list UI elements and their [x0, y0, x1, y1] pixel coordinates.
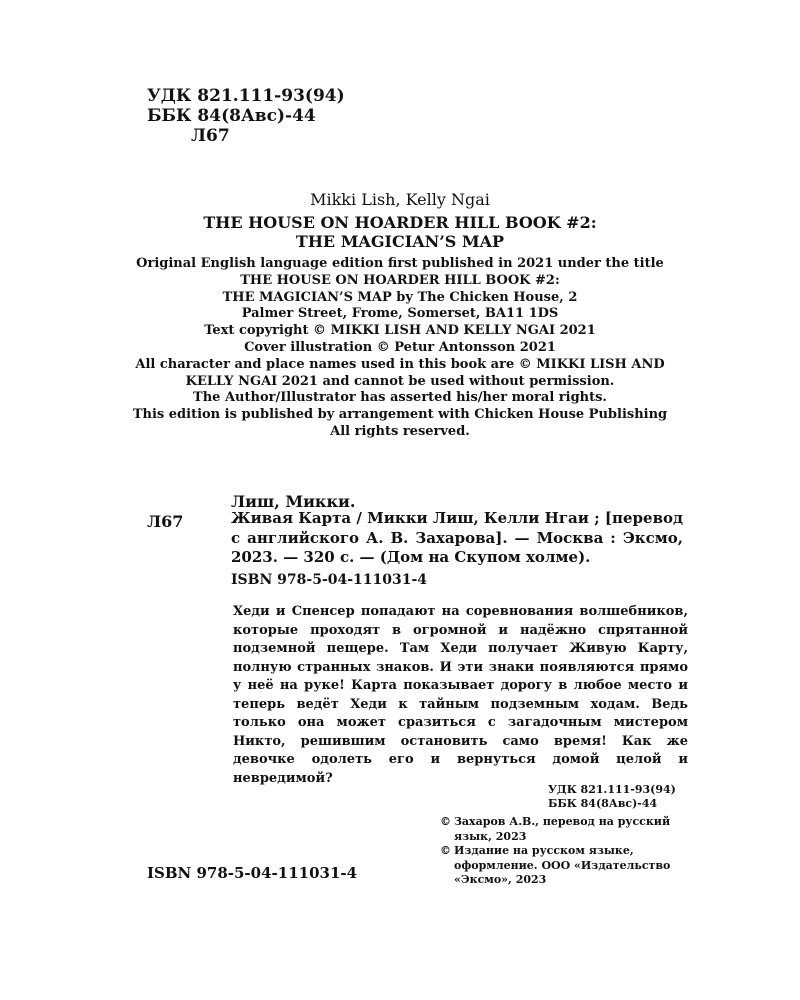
original-title-line: THE MAGICIAN’S MAP — [295, 232, 505, 251]
copyright-symbol: © — [440, 844, 451, 857]
info-line: Cover illustration © Petur Antonsson 2021 — [244, 339, 556, 355]
catalog-entry: Живая Карта / Микки Лиш, Келли Нгаи ; [перевод с английского А. В. Захарова]. — Москва : Эксмо, 2023. — 320 с. — (Дом на Скупом холме). — [231, 509, 683, 566]
copyright-item — [440, 844, 700, 888]
info-line: Palmer Street, Frome, Somerset, BA11 1DS — [241, 306, 559, 322]
copyright-item — [440, 815, 700, 844]
copyright-text: Издание на русском языке, оформление. ООО «Издательство «Эксмо», 2023 — [454, 844, 671, 886]
udk-code: УДК 821.111-93(94) — [548, 783, 676, 796]
catalog-code: Л67 — [147, 512, 184, 531]
catalog-isbn: ISBN 978-5-04-111031-4 — [231, 572, 428, 588]
copyright-symbol: © — [440, 815, 451, 828]
info-line: THE HOUSE ON HOARDER HILL BOOK #2: — [240, 272, 560, 288]
original-title — [100, 213, 700, 251]
info-line: This edition is published by arrangement with Chicken House Publishing — [132, 407, 668, 423]
top-classification-codes — [147, 86, 345, 146]
right-classification-codes — [548, 783, 676, 811]
info-line: All character and place names used in this book are © MIKKI LISH AND — [135, 356, 665, 372]
original-edition-info — [95, 256, 705, 441]
bbk-code: ББК 84(8Авс)-44 — [147, 106, 316, 126]
info-line: The Author/Illustrator has asserted his/her moral rights. — [193, 390, 607, 406]
info-line: KELLY NGAI 2021 and cannot be used without permission. — [185, 373, 615, 389]
original-title-line: THE HOUSE ON HOARDER HILL BOOK #2: — [203, 213, 597, 232]
annotation-text: Хеди и Спенсер попадают на соревнования волшебников, которые проходят в огромной и надёжно спрятанной подземной пещере. Там Хеди получает Живую Карту, полную странных знаков. И эти знаки появляются прямо у неё на руке! Карта показывает дорогу в любое место и теперь ведёт Хеди к тайным подземным ходам. Ведь только она может сразиться с загадочным мистером Никто, решившим остановить само время! Как же девочке одолеть его и вернуться домой целой и невредимой? — [233, 604, 688, 786]
catalog-author: Лиш, Микки. — [231, 492, 356, 511]
info-line: All rights reserved. — [330, 423, 470, 439]
author-mark: Л67 — [191, 126, 230, 146]
info-line: Text copyright © MIKKI LISH AND KELLY NGAI 2021 — [204, 323, 596, 339]
annotation — [233, 603, 688, 788]
copyright-text: Захаров А.В., перевод на русский язык, 2023 — [454, 815, 671, 843]
bottom-isbn: ISBN 978-5-04-111031-4 — [147, 864, 358, 882]
info-line: Original English language edition first published in 2021 under the title — [136, 256, 664, 271]
bbk-code: ББК 84(8Авс)-44 — [548, 797, 658, 810]
udk-code: УДК 821.111-93(94) — [147, 86, 345, 106]
original-authors: Mikki Lish, Kelly Ngai — [310, 190, 490, 209]
copyright-block — [440, 815, 700, 888]
info-line: THE MAGICIAN’S MAP by The Chicken House, 2 — [222, 289, 578, 305]
